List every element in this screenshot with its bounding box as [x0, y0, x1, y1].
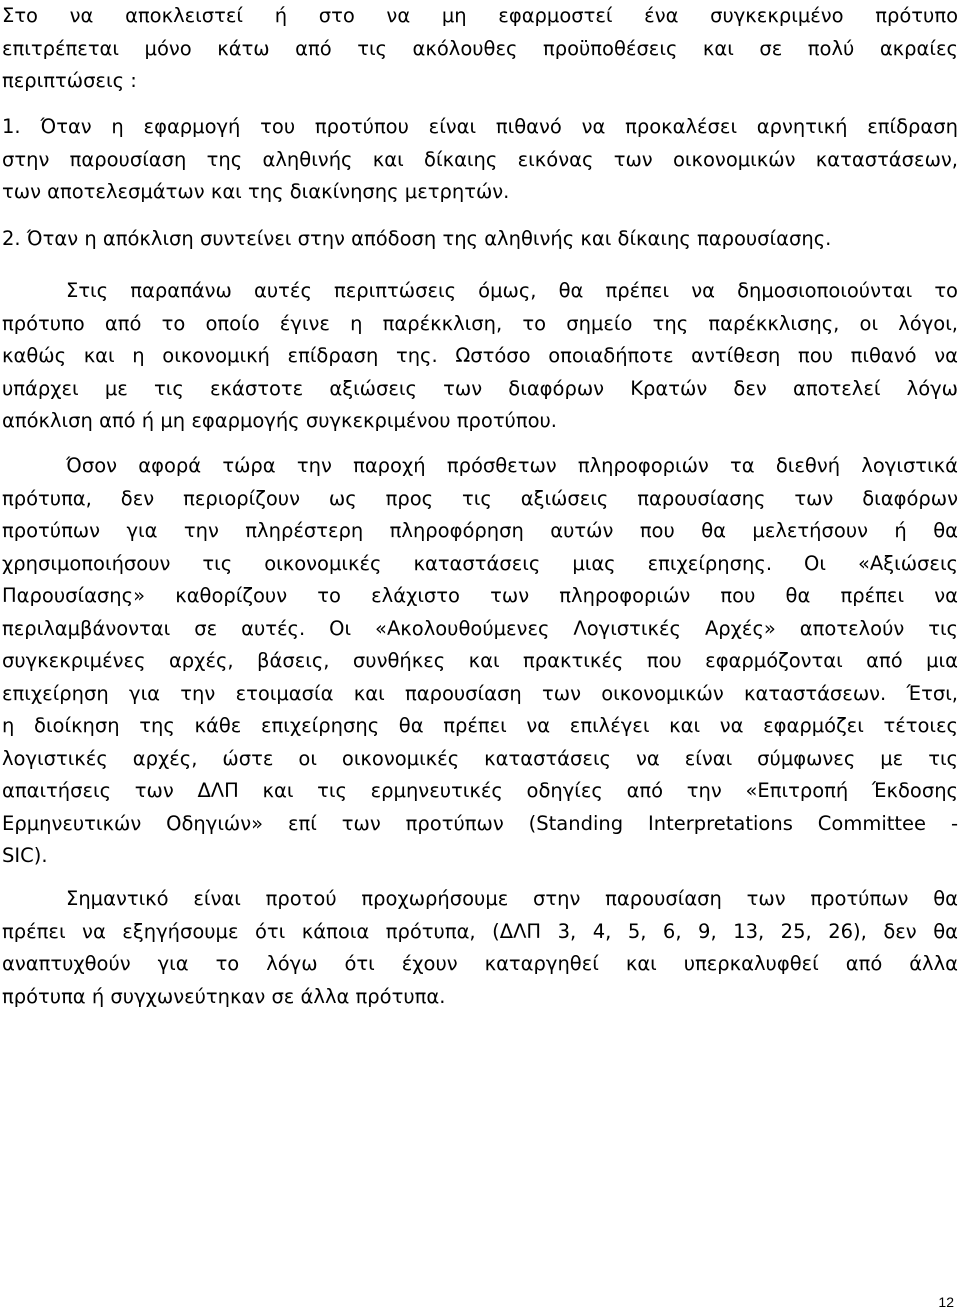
- text-line: Στις παραπάνω αυτές περιπτώσεις όμως, θα πρέπει να δημοσιοποιούνται το: [66, 279, 958, 302]
- text-line: επιτρέπεται μόνο κάτω από τις ακόλουθες προϋποθέσεις και σε πολύ ακραίες: [2, 36, 958, 60]
- text-line: στην παρουσίαση της αληθινής και δίκαιης εικόνας των οικονομικών καταστάσεων,: [2, 147, 958, 171]
- intro-paragraph: [0, 0, 960, 98]
- text-line: πρότυπο από το οποίο έγινε η παρέκκλιση, το σημείο της παρέκκλισης, οι λόγοι,: [2, 311, 958, 335]
- text-line: αναπτυχθούν για το λόγω ότι έχουν καταργηθεί και υπερκαλυφθεί από άλλα: [2, 952, 958, 975]
- text-line: η διοίκηση της κάθε επιχείρησης θα πρέπει να επιλέγει και να εφαρμόζει τέτοιες: [2, 714, 958, 737]
- text-line: χρησιμοποιήσουν τις οικονομικές καταστάσεις μιας επιχείρησης. Οι «Αξιώσεις: [2, 551, 958, 575]
- text-line: επιχείρηση για την ετοιμασία και παρουσίαση των οικονομικών καταστάσεων. Έτσι,: [2, 681, 958, 705]
- text-line: λογιστικές αρχές, ώστε οι οικονομικές καταστάσεις να είναι σύμφωνες με τις: [2, 746, 958, 770]
- text-line: Σημαντικό είναι προτού προχωρήσουμε στην παρουσίαση των προτύπων θα: [66, 887, 958, 910]
- text-line: πρότυπα, δεν περιορίζουν ως προς τις αξιώσεις παρουσίασης των διαφόρων: [2, 486, 958, 510]
- paragraph-exceptions: [0, 275, 960, 438]
- text-line: απαιτήσεις των ΔΛΠ και τις ερμηνευτικές οδηγίες από την «Επιτροπή Έκδοσης: [2, 779, 958, 802]
- text-line: Στο να αποκλειστεί ή στο να μη εφαρμοστεί ένα συγκεκριμένο πρότυπο: [2, 4, 958, 27]
- text-line: υπάρχει με τις εκάστοτε αξιώσεις των διαφόρων Κρατών δεν αποτελεί λόγω: [2, 376, 958, 400]
- text-line: 2. Όταν η απόκλιση συντείνει στην απόδοση της αληθινής και δίκαιης παρουσίασης.: [2, 227, 832, 250]
- text-line: 1. Όταν η εφαρμογή του προτύπου είναι πιθανό να προκαλέσει αρνητική επίδραση: [2, 115, 958, 138]
- text-line: συγκεκριμένες αρχές, βάσεις, συνθήκες και πρακτικές που εφαρμόζονται από μια: [2, 649, 958, 672]
- text-line: περιλαμβάνονται σε αυτές. Οι «Ακολουθούμενες Λογιστικές Αρχές» αποτελούν τις: [2, 616, 958, 640]
- list-item-2: [0, 223, 960, 256]
- text-line: των αποτελεσμάτων και της διακίνησης μετρητών.: [2, 180, 510, 203]
- text-line: περιπτώσεις :: [2, 69, 137, 92]
- paragraph-additional-info: [0, 450, 960, 873]
- text-line: απόκλιση από ή μη εφαρμογής συγκεκριμένου προτύπου.: [2, 409, 557, 432]
- text-line: SIC).: [2, 844, 48, 867]
- paragraph-excluded-standards: [0, 883, 960, 1013]
- text-line: Ερμηνευτικών Οδηγιών» επί των προτύπων (Standing Interpretations Committee -: [2, 811, 958, 835]
- text-line: πρέπει να εξηγήσουμε ότι κάποια πρότυπα, (ΔΛΠ 3, 4, 5, 6, 9, 13, 25, 26), δεν θα: [2, 919, 958, 943]
- list-item-1: [0, 111, 960, 209]
- text-line: προτύπων για την πληρέστερη πληροφόρηση αυτών που θα μελετήσουν ή θα: [2, 519, 958, 542]
- page-number: 12: [938, 1294, 954, 1310]
- text-line: καθώς και η οικονομική επίδραση της. Ωστόσο οποιαδήποτε αντίθεση που πιθανό να: [2, 344, 958, 367]
- text-line: Όσον αφορά τώρα την παροχή πρόσθετων πληροφοριών τα διεθνή λογιστικά: [66, 454, 958, 477]
- text-line: Παρουσίασης» καθορίζουν το ελάχιστο των πληροφοριών που θα πρέπει να: [2, 584, 958, 607]
- text-line: πρότυπα ή συγχωνεύτηκαν σε άλλα πρότυπα.: [2, 984, 446, 1008]
